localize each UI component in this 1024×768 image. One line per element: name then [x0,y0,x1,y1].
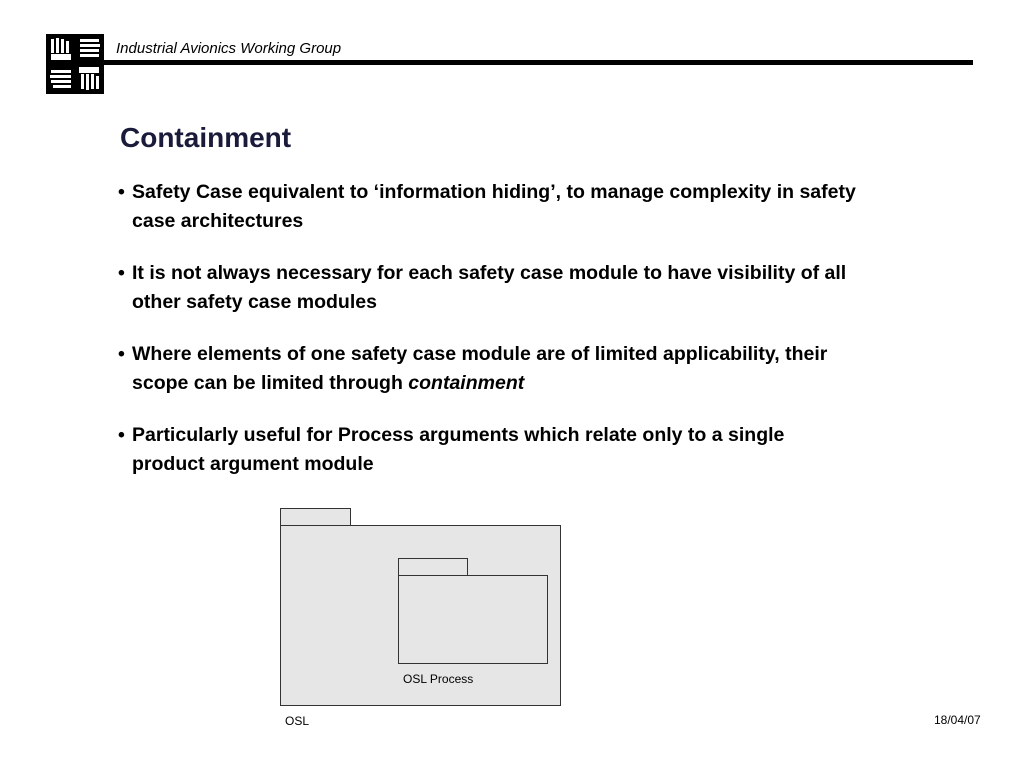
bullet-text: It is not always necessary for each safety case module to have visibility of all other safety case modules [132,262,847,313]
bullet-text [132,343,827,394]
bullet-text-emphasis: containment [408,372,525,394]
bullet-symbol: • [118,181,125,203]
bullet-symbol: • [118,424,125,446]
header-divider [104,60,973,65]
bullet-symbol: • [118,262,125,284]
hands-logo-icon [46,34,104,94]
inner-module-tab [399,559,468,576]
outer-module-tab [281,509,351,526]
bullet-text: Safety Case equivalent to ‘information hiding’, to manage complexity in safety case architectures [132,181,856,232]
bullet-text-plain: Where elements of one safety case module are of limited applicability, their scope can be limited through [132,343,828,394]
inner-module-label: OSL Process [403,672,474,686]
footer-date: 18/04/07 [934,713,981,727]
bullet-item [118,340,858,398]
bullet-list [118,178,858,502]
bullet-item [118,421,858,479]
bullet-text: Particularly useful for Process arguments which relate only to a single product argument module [132,424,785,475]
bullet-item [118,259,858,317]
bullet-item [118,178,858,236]
outer-module-label: OSL [285,714,310,728]
slide-title: Containment [120,122,292,153]
inner-module-body [399,576,548,664]
org-name: Industrial Avionics Working Group [116,40,342,57]
bullet-symbol: • [118,343,125,365]
